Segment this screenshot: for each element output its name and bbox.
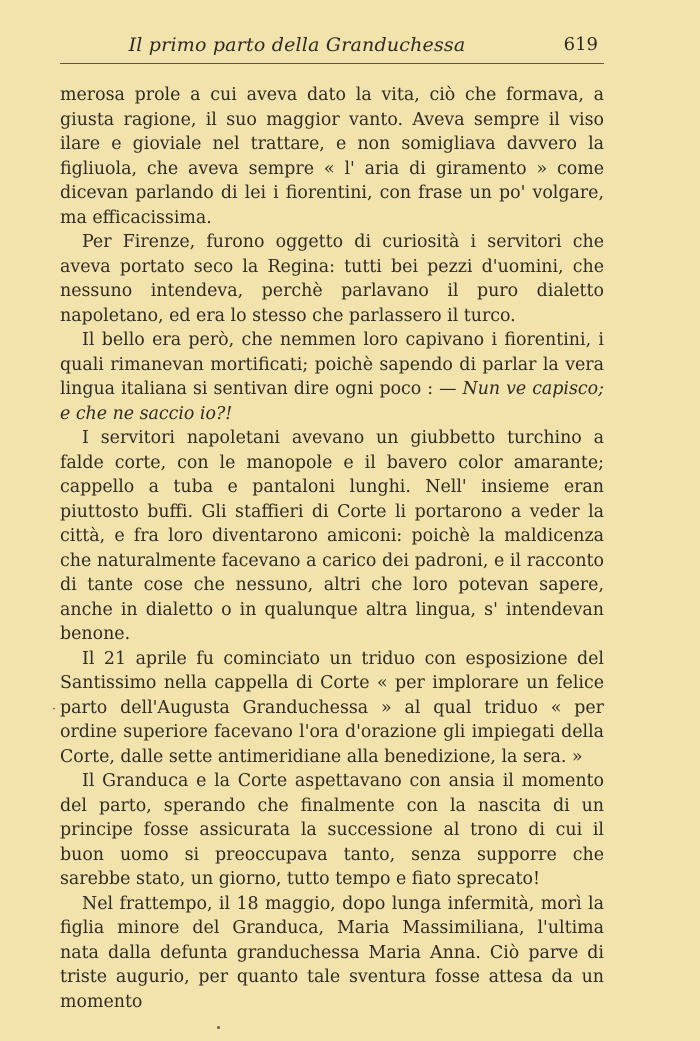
paragraph-3-text: Il bello era però, che nemmen loro capivano i fiorentini, i quali rimanevan mortificati; poichè sapendo di parlar la vera lingua italiana si sentivan dire ogni poco : — [60, 330, 604, 399]
paragraph-6-text: Il Granduca e la Corte aspettavano con ansia il momento del parto, sperando che finalmente con la nascita di un principe fosse assicurata la successione al trono di cui il buon uomo si preoccupava tanto, senza supporre che sarebbe stato, un giorno, tutto tempo e fiato sprecato! [60, 771, 604, 889]
paragraph-1 [60, 83, 604, 230]
paragraph-3 [60, 328, 604, 426]
paragraph-5 [60, 647, 604, 770]
paragraph-2-text: Per Firenze, furono oggetto di curiosità i servitori che aveva portato seco la Regina: tutti bei pezzi d'uomini, che nessuno intendeva, perchè parlavano il puro dialetto napoletano, ed era lo stesso che parlassero il turco. [60, 232, 604, 326]
paragraph-2 [60, 230, 604, 328]
paragraph-4 [60, 426, 604, 647]
margin-mark: · [52, 702, 56, 716]
paper-speck [217, 1026, 220, 1029]
body-text [60, 83, 604, 1014]
paragraph-6 [60, 769, 604, 892]
running-title: Il primo parto della Granduchessa [128, 34, 466, 56]
paragraph-4-text: I servitori napoletani avevano un giubbetto turchino a falde corte, con le manopole e il bavero color amarante; cappello a tuba e pantaloni lunghi. Nell' insieme eran piuttosto buffi. Gli staffieri di Corte li portarono a veder la città, e fra loro diventarono amiconi: poichè la maldicenza che naturalmente facevano a carico dei padroni, e il racconto di tante cose che nessuno, altri che loro potevan sapere, anche in dialetto o in qualunque altra lingua, s' intendevan benone. [60, 428, 604, 644]
page-header [60, 30, 604, 60]
paragraph-3-dialect-quote: Nun ve capisco; e che ne saccio io?! [60, 379, 604, 424]
paragraph-1-text: merosa prole a cui aveva dato la vita, ciò che formava, a giusta ragione, il suo maggior vanto. Aveva sempre il viso ilare e gioviale nel trattare, e non somigliava davvero la figliuola, che aveva sempre « l' aria di giramento » come dicevan parlando di lei i fiorentini, con frase un po' volgare, ma efficacissima. [60, 85, 604, 228]
paragraph-7 [60, 892, 604, 1015]
paragraph-5-text: Il 21 aprile fu cominciato un triduo con esposizione del Santissimo nella cappella di Corte « per implorare un felice parto dell'Augusta Granduchessa » al qual triduo « per ordine superiore facevano l'ora d'orazione gli impiegati della Corte, dalle sette antimeridiane alla benedizione, la sera. » [60, 648, 604, 767]
page-number: 619 [563, 34, 598, 55]
paragraph-7-text: Nel frattempo, il 18 maggio, dopo lunga infermità, morì la figlia minore del Granduca, Maria Massimiliana, l'ultima nata dalla defunta granduchessa Maria Anna. Ciò parve di triste augurio, per quanto tale sventura fosse attesa da un momento [60, 893, 604, 1012]
header-rule [60, 63, 604, 64]
